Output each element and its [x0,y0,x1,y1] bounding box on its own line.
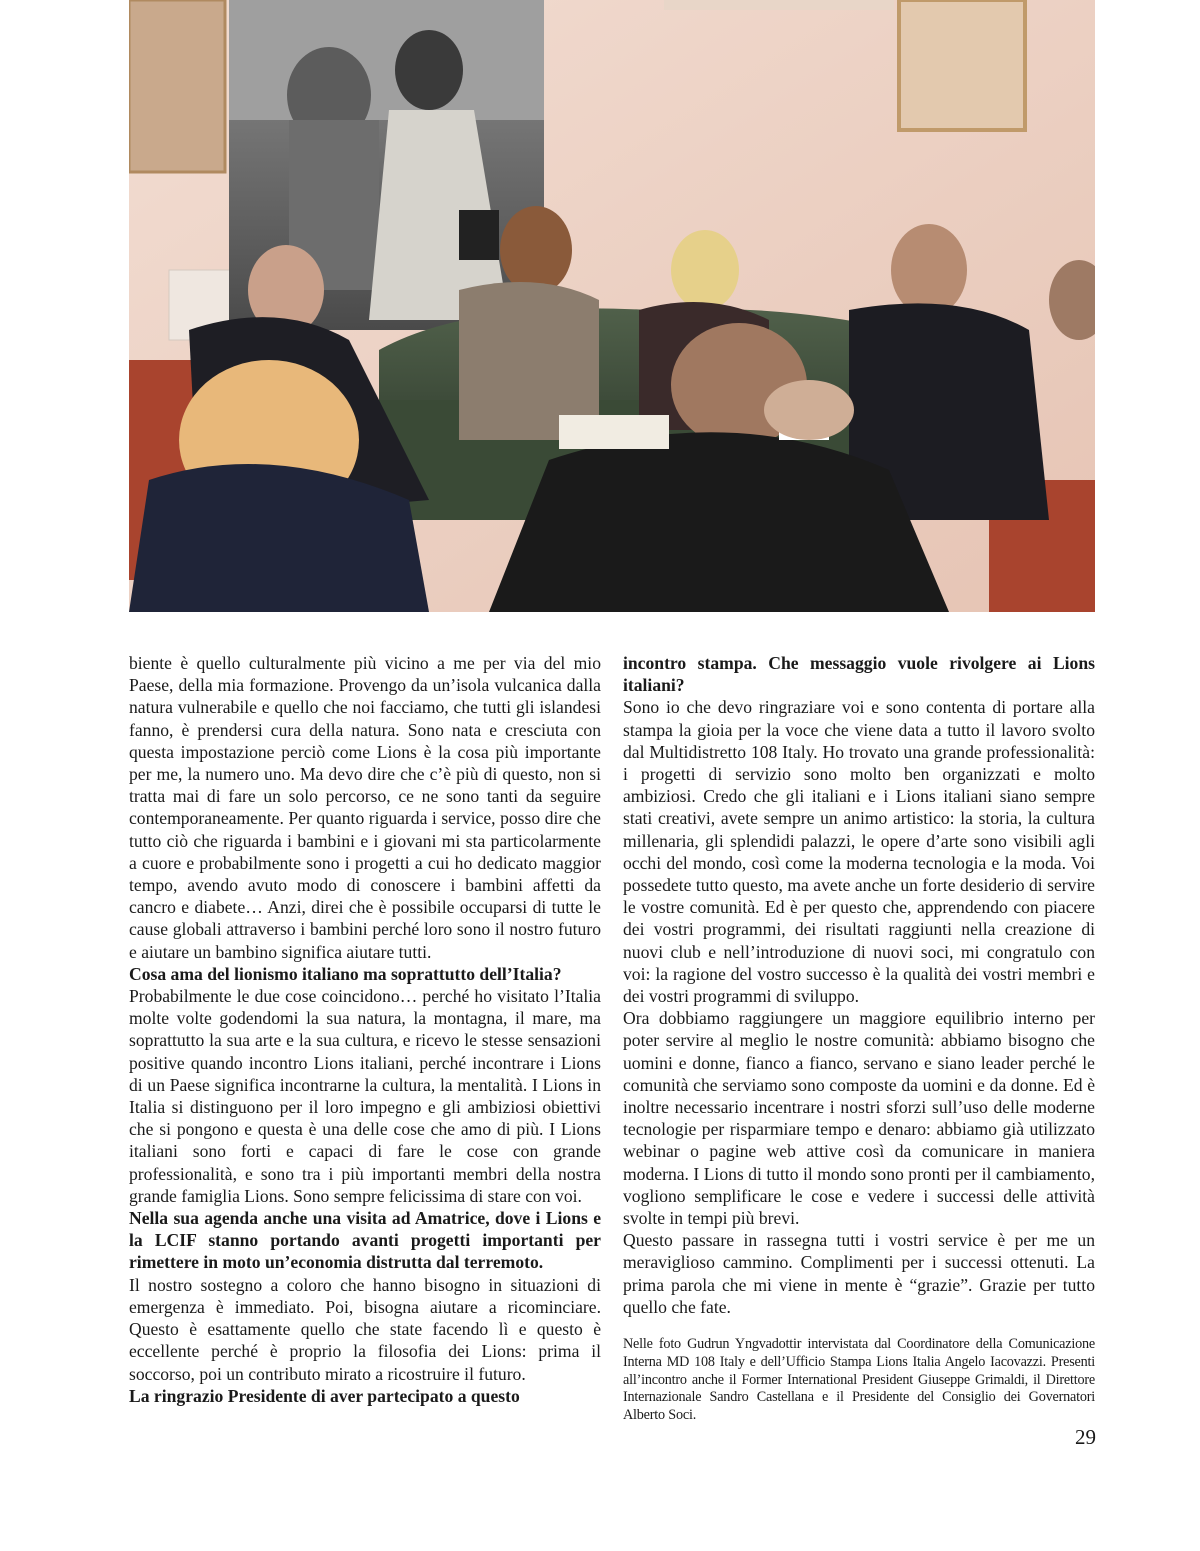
meeting-photo [129,0,1095,612]
answer-paragraph: Probabilmente le due cose coincidono… perché ho visitato l’Italia molte volte godendomi la sua natura, la montagna, il mare, ma soprattutto la sua arte e la sua cultura, e ricevo le stesse sensazioni positive quando incontro Lions italiani, perché incontrare i Lions di un Paese significa incontrarne la cultura, la mentalità. I Lions in Italia si distinguono per il loro impegno e gli ambiziosi obiettivi che si pongono e questa è una delle cose che amo di più. I Lions italiani sono forti e capaci di fare le cose con grande professionalità, e sono tra i più importanti membri della nostra grande famiglia Lions. Sono sempre felicissima di stare con voi. [129,986,601,1206]
answer-paragraph: Ora dobbiamo raggiungere un maggiore equilibrio interno per poter servire al meglio le nostre comunità: abbiamo bisogno che uomini e donne, fianco a fianco, servano e siano leader perché le comunità che serviamo sono composte da uomini e da donne. Ed è inoltre necessario incentrare i nostri sforzi sull’uso delle moderne tecnologie per risparmiare tempo e denaro: abbiamo già utilizzato webinar o pagine web attive così da comunicare in maniera moderna. I Lions di tutto il mondo sono pronti per il cambiamento, vogliono semplificare le cose e vedere i successi delle attività svolte in tempi più brevi. [623,1008,1095,1229]
left-column [129,652,601,1407]
interview-question: La ringrazio Presidente di aver partecipato a questo [129,1385,520,1406]
answer-paragraph: biente è quello culturalmente più vicino a me per via del mio Paese, della mia formazione. Provengo da un’isola vulcanica dalla natura vulnerabile e quello che noi facciamo, che tutti gli islandesi fanno, è prendersi cura della natura. Sono nata e cresciuta con questa impostazione perciò come Lions è la cosa più importante per me, la numero uno. Ma devo dire che c’è più di questo, non si tratta mai di fare un solo percorso, ce ne sono tanti da seguire contemporaneamente. Per quanto riguarda i service, posso dire che tutto ciò che riguarda i bambini e i giovani mi sta particolarmente a cuore e probabilmente sono i progetti a cui ho dedicato maggior tempo, avendo avuto modo di conoscere i bambini affetti da cancro e diabete… Anzi, direi che è possibile occuparsi di tutte le cause globali attraverso i bambini perché loro sono il nostro futuro e aiutare un bambino significa aiutare tutti. [129,653,601,962]
interview-question: Nella sua agenda anche una visita ad Amatrice, dove i Lions e la LCIF stanno portando avanti progetti importanti per rimettere in moto un’economia distrutta dal terremoto. [129,1208,601,1273]
interview-question: Cosa ama del lionismo italiano ma soprattutto dell’Italia? [129,963,562,984]
page-number: 29 [1075,1425,1096,1449]
photo-caption: Nelle foto Gudrun Yngvadottir intervistata dal Coordinatore della Comunicazione Interna MD 108 Italy e dell’Ufficio Stampa Lions Italia Angelo Iacovazzi. Presenti all’incontro anche il Former International President Giuseppe Grimaldi, il Direttore Internazionale Sandro Castellana e il Presidente del Consiglio dei Governatori Alberto Soci. [623,1336,1095,1424]
answer-paragraph: Sono io che devo ringraziare voi e sono contenta di portare alla stampa la gioia per la voce che viene data a tutto il lavoro svolto dal Multidistretto 108 Italy. Ho trovato una grande professionalità: i progetti di servizio sono molto ben organizzati e molto ambiziosi. Credo che gli italiani e i Lions italiani siano sempre stati creativi, avete sempre un animo artistico: la storia, la cultura millenaria, gli splendidi palazzi, le opere d’arte sono visibili agli occhi del mondo, così come la moderna tecnologia e la moda. Voi possedete tutto questo, ma avete anche un forte desiderio di servire le vostre comunità. Ed è per questo che, apprendendo con piacere dei vostri programmi, dei risultati raggiunti nella creazione di nuovi club e nell’introduzione di nuovi soci, mi congratulo con voi: la ragione del vostro successo è la qualità dei vostri membri e dei vostri programmi di sviluppo. [623,697,1095,1007]
right-column [623,652,1095,1425]
answer-paragraph: Il nostro sostegno a coloro che hanno bisogno in situazioni di emergenza è immediato. Poi, bisogna aiutare a ricominciare. Questo è esattamente quello che state facendo lì e questo è eccellente perché è proprio la filosofia dei Lions: prima il soccorso, poi un contributo mirato a ricostruire il futuro. [129,1274,601,1384]
answer-paragraph: Questo passare in rassegna tutti i vostri service è per me un meraviglioso cammino. Complimenti per i successi ottenuti. La prima parola che mi viene in mente è “grazie”. Grazie per tutto quello che fate. [623,1230,1095,1317]
interview-question: incontro stampa. Che messaggio vuole rivolgere ai Lions italiani? [623,653,1095,696]
